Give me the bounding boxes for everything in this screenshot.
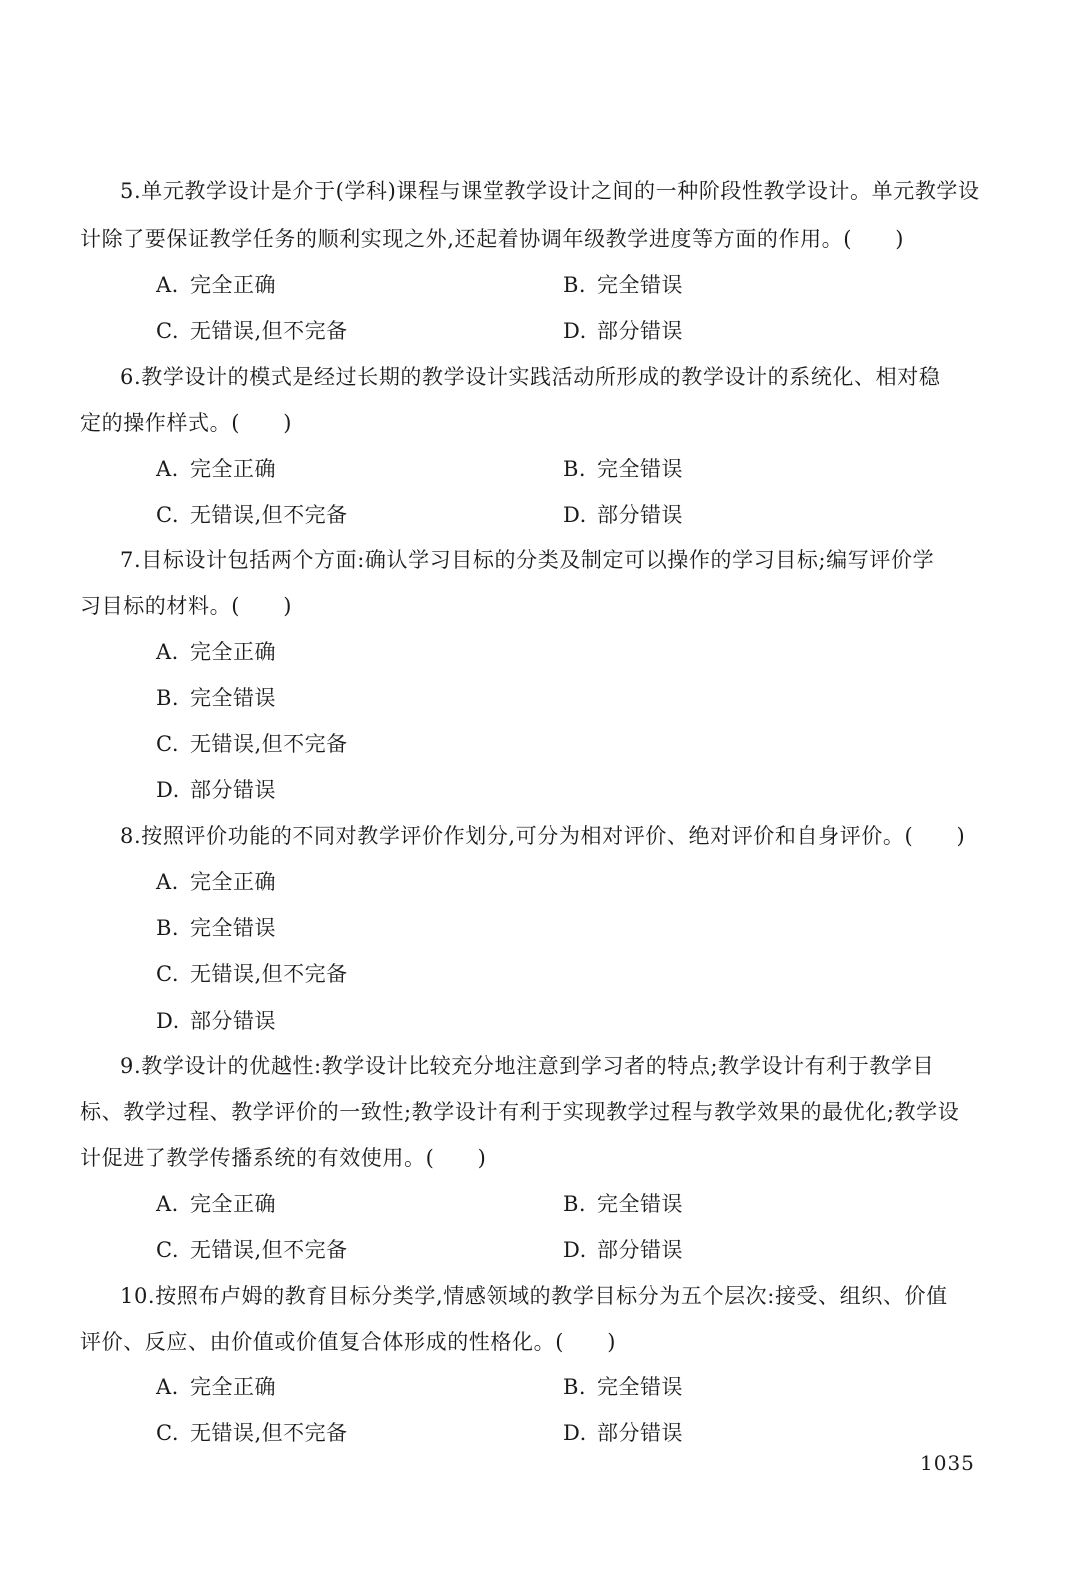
question-5-option-b: B. 完全错误 xyxy=(563,273,683,297)
question-10-option-b: B. 完全错误 xyxy=(563,1375,683,1399)
question-8-line-1: 8.按照评价功能的不同对教学评价作划分,可分为相对评价、绝对评价和自身评价。( ) xyxy=(120,824,966,848)
question-9-line-3: 计促进了教学传播系统的有效使用。( ) xyxy=(80,1146,487,1170)
question-6-line-2: 定的操作样式。( ) xyxy=(80,411,292,435)
question-10-option-a: A. 完全正确 xyxy=(156,1375,276,1399)
question-7-option-b: B. 完全错误 xyxy=(156,686,276,710)
question-7-option-a: A. 完全正确 xyxy=(156,640,276,664)
question-5-option-a: A. 完全正确 xyxy=(156,273,276,297)
question-9-option-d: D. 部分错误 xyxy=(563,1238,683,1262)
question-7-line-2: 习目标的材料。( ) xyxy=(80,594,292,618)
question-10-option-d: D. 部分错误 xyxy=(563,1421,683,1445)
question-6-line-1: 6.教学设计的模式是经过长期的教学设计实践活动所形成的教学设计的系统化、相对稳 xyxy=(120,365,941,389)
question-6-option-c: C. 无错误,但不完备 xyxy=(156,503,348,527)
question-9-option-b: B. 完全错误 xyxy=(563,1192,683,1216)
question-7-line-1: 7.目标设计包括两个方面:确认学习目标的分类及制定可以操作的学习目标;编写评价学 xyxy=(120,548,935,572)
question-10-option-c: C. 无错误,但不完备 xyxy=(156,1421,348,1445)
question-10-line-1: 10.按照布卢姆的教育目标分类学,情感领域的教学目标分为五个层次:接受、组织、价值 xyxy=(120,1284,948,1308)
question-5-option-c: C. 无错误,但不完备 xyxy=(156,319,348,343)
question-8-option-d: D. 部分错误 xyxy=(156,1009,276,1033)
page-number: 1035 xyxy=(920,1451,975,1475)
question-8-option-c: C. 无错误,但不完备 xyxy=(156,962,348,986)
question-5-line-2: 计除了要保证教学任务的顺利实现之外,还起着协调年级教学进度等方面的作用。( ) xyxy=(80,227,905,251)
question-9-option-c: C. 无错误,但不完备 xyxy=(156,1238,348,1262)
question-8-option-a: A. 完全正确 xyxy=(156,870,276,894)
question-6-option-b: B. 完全错误 xyxy=(563,457,683,481)
question-7-option-d: D. 部分错误 xyxy=(156,778,276,802)
question-6-option-a: A. 完全正确 xyxy=(156,457,276,481)
question-5-line-1: 5.单元教学设计是介于(学科)课程与课堂教学设计之间的一种阶段性教学设计。单元教学设 xyxy=(120,179,980,203)
question-9-line-1: 9.教学设计的优越性:教学设计比较充分地注意到学习者的特点;教学设计有利于教学目 xyxy=(120,1054,935,1078)
question-5-option-d: D. 部分错误 xyxy=(563,319,683,343)
question-10-line-2: 评价、反应、由价值或价值复合体形成的性格化。( ) xyxy=(80,1330,616,1354)
question-6-option-d: D. 部分错误 xyxy=(563,503,683,527)
question-7-option-c: C. 无错误,但不完备 xyxy=(156,732,348,756)
question-9-option-a: A. 完全正确 xyxy=(156,1192,276,1216)
question-8-option-b: B. 完全错误 xyxy=(156,916,276,940)
question-9-line-2: 标、教学过程、教学评价的一致性;教学设计有利于实现教学过程与教学效果的最优化;教学设 xyxy=(80,1100,960,1124)
